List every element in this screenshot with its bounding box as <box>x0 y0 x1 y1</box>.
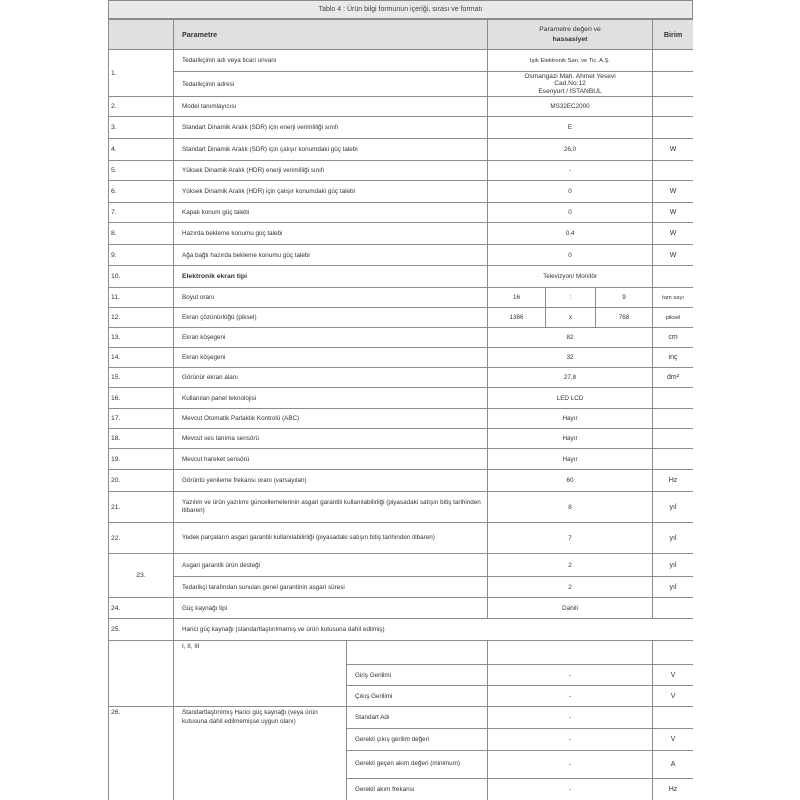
sub-label: Giriş Gerilimi <box>347 665 488 686</box>
row-number: 3. <box>109 117 174 139</box>
row-label: Kullanılan panel teknolojisi <box>174 388 488 409</box>
row-label: Mevcut ses tanıma sensörü <box>174 429 488 449</box>
blank-number-cell <box>109 641 174 707</box>
row-label: Yazılım ve ürün yazılımı güncellemelerinin asgari garantili kullanılabilirliği (piyasadaki satışın bitiş tarihinden itibaren) <box>174 492 488 523</box>
table-row <box>109 368 694 388</box>
row-value: Televizyon/ Monitör <box>488 266 653 288</box>
roman-numerals: I, II, III <box>174 641 347 707</box>
row-number: 18. <box>109 429 174 449</box>
sub-unit: V <box>653 729 693 751</box>
sub-label <box>347 641 488 665</box>
row-label: Model tanımlayıcısı <box>174 97 488 117</box>
row-number: 17. <box>109 409 174 429</box>
table-row <box>109 139 694 161</box>
row-number: 1. <box>109 50 174 97</box>
row-label: Yedek parçaların asgari garantili kullanılabilirliği (piyasadaki satışın bitiş tarihinden itibaren) <box>174 523 488 554</box>
table-row <box>109 470 694 492</box>
table-row <box>109 328 694 348</box>
row-value: 0,4 <box>488 223 653 245</box>
sub-unit: Hz <box>653 779 693 800</box>
row-value: 82 <box>488 328 653 348</box>
row-label: Harici güç kaynağı (standartlaştırılmamış ve ürün kutusuna dahil edilmiş) <box>174 619 694 641</box>
row-value-1: 16 <box>488 288 546 308</box>
table-row <box>109 641 694 665</box>
row-number: 20. <box>109 470 174 492</box>
row-value: 0 <box>488 203 653 223</box>
row-unit: W <box>653 139 693 161</box>
row-unit: W <box>653 181 693 203</box>
row-value: 0 <box>488 245 653 266</box>
row-label: Ekran köşegeni <box>174 348 488 368</box>
row-label: Ekran köşegeni <box>174 328 488 348</box>
row-value: - <box>488 161 653 181</box>
sub-value <box>488 641 653 665</box>
row-value: 8 <box>488 492 653 523</box>
row-unit: yıl <box>653 492 693 523</box>
table-row <box>109 288 694 308</box>
row-unit <box>653 161 693 181</box>
table-row <box>109 245 694 266</box>
row-number: 8. <box>109 223 174 245</box>
row-unit: piksel <box>653 308 693 328</box>
sub-label: Gerekli akım frekansı <box>347 779 488 800</box>
row-value-2: 9 <box>596 288 653 308</box>
row-label: Yüksek Dinamik Aralık (HDR) enerji verimliliği sınıfı <box>174 161 488 181</box>
table-row <box>109 619 694 641</box>
row-number: 11. <box>109 288 174 308</box>
table-row <box>109 348 694 368</box>
table-row <box>109 523 694 554</box>
row-value: 0 <box>488 181 653 203</box>
row-value: 60 <box>488 470 653 492</box>
row-number: 10. <box>109 266 174 288</box>
row-value: 2 <box>488 554 653 577</box>
row-number: 9. <box>109 245 174 266</box>
table-body <box>109 50 694 800</box>
table-row <box>109 72 694 97</box>
row-number: 13. <box>109 328 174 348</box>
row-value-1: 1366 <box>488 308 546 328</box>
row-value-separator: x <box>546 308 596 328</box>
row-value-address <box>488 72 653 97</box>
table-row <box>109 598 694 619</box>
row-number: 16. <box>109 388 174 409</box>
row-number: 14. <box>109 348 174 368</box>
table-row <box>109 181 694 203</box>
row-unit <box>653 388 693 409</box>
row-value: 7 <box>488 523 653 554</box>
row-unit <box>653 97 693 117</box>
row-number: 26. <box>109 707 174 800</box>
row-value: Hayır <box>488 449 653 470</box>
row-unit: W <box>653 203 693 223</box>
row-number: 7. <box>109 203 174 223</box>
header-value <box>488 20 653 50</box>
row-unit <box>653 50 693 72</box>
table-row <box>109 707 694 729</box>
row-value: E <box>488 117 653 139</box>
sub-value: - <box>488 729 653 751</box>
row-label: Güç kaynağı tipi <box>174 598 488 619</box>
row-label: Elektronik ekran tipi <box>174 266 488 288</box>
row-unit <box>653 266 693 288</box>
sub-unit: A <box>653 751 693 779</box>
row-label: Standart Dinamik Aralık (SDR) için çalışır konumdaki güç talebi <box>174 139 488 161</box>
address-line: Osmangazi Mah. Ahmet Yesevi <box>524 72 616 80</box>
row-number: 2. <box>109 97 174 117</box>
row-unit: tam sayı <box>653 288 693 308</box>
row-label: Tedarikçinin adı veya ticari unvanı <box>174 50 488 72</box>
row-unit <box>653 429 693 449</box>
table-caption: Tablo 4 : Ürün bilgi formunun içeriği, sırası ve formatı <box>108 0 693 19</box>
row-number: 19. <box>109 449 174 470</box>
header-unit: Birim <box>653 20 693 50</box>
row-label: Yüksek Dinamik Aralık (HDR) için çalışır konumdaki güç talebi <box>174 181 488 203</box>
table-row <box>109 308 694 328</box>
row-unit <box>653 72 693 97</box>
row-number: 24. <box>109 598 174 619</box>
row-value: LED LCD <box>488 388 653 409</box>
sub-unit: V <box>653 686 693 707</box>
table-row <box>109 388 694 409</box>
sub-label: Çıkış Gerilimi <box>347 686 488 707</box>
row-value-separator: : <box>546 288 596 308</box>
table-row <box>109 97 694 117</box>
row-unit: inç <box>653 348 693 368</box>
sub-unit: V <box>653 665 693 686</box>
address-line: Cad.No:12 <box>554 80 586 88</box>
row-label: Standartlaştırılmış Harici güç kaynağı (veya ürün kutusuna dahil edilmemişse uygun olanı) <box>174 707 347 800</box>
sub-unit <box>653 641 693 665</box>
row-label: Hazırda bekleme konumu güç talebi <box>174 223 488 245</box>
row-unit: W <box>653 223 693 245</box>
sub-value: - <box>488 686 653 707</box>
row-unit: Hz <box>653 470 693 492</box>
row-number: 25. <box>109 619 174 641</box>
row-label: Tedarikçinin adresi <box>174 72 488 97</box>
row-number: 4. <box>109 139 174 161</box>
sub-value: - <box>488 751 653 779</box>
row-unit: W <box>653 245 693 266</box>
table-row <box>109 223 694 245</box>
table-row <box>109 409 694 429</box>
product-info-table <box>108 19 693 800</box>
row-label: Mevcut Otomatik Parlaklık Kontrolü (ABC) <box>174 409 488 429</box>
row-unit <box>653 117 693 139</box>
table-row <box>109 449 694 470</box>
row-label: Ekran çözünürlüğü (piksel) <box>174 308 488 328</box>
row-unit: yıl <box>653 554 693 577</box>
row-value-2: 768 <box>596 308 653 328</box>
header-number-cell <box>109 20 174 50</box>
table-row <box>109 117 694 139</box>
table-row <box>109 161 694 181</box>
row-number: 21. <box>109 492 174 523</box>
row-label: Asgari garantili ürün desteği <box>174 554 488 577</box>
row-number: 22. <box>109 523 174 554</box>
table-header-row <box>109 20 694 50</box>
row-label: Görünür ekran alanı <box>174 368 488 388</box>
row-number: 6. <box>109 181 174 203</box>
address-line: Esenyurt / İSTANBUL <box>538 87 602 95</box>
header-value-line1: Parametre değeri ve <box>539 25 601 33</box>
row-unit <box>653 409 693 429</box>
table-row <box>109 50 694 72</box>
row-value: 26,0 <box>488 139 653 161</box>
table-row <box>109 203 694 223</box>
row-label: Kapalı konum güç talebi <box>174 203 488 223</box>
table-row <box>109 429 694 449</box>
row-number: 15. <box>109 368 174 388</box>
header-value-line2: hassasiyet <box>552 35 588 43</box>
row-unit <box>653 449 693 470</box>
row-unit <box>653 598 693 619</box>
sub-label: Standart Adı <box>347 707 488 729</box>
row-value: MS32EC2000 <box>488 97 653 117</box>
header-parameter: Parametre <box>174 20 488 50</box>
row-value: 27,8 <box>488 368 653 388</box>
row-value: Işık Elektronik San. ve Tic. A.Ş. <box>488 50 653 72</box>
sub-label: Gerekli geçen akım değeri (minimum) <box>347 751 488 779</box>
row-label: Tedarikçi tarafından sunulan genel garantinin asgari süresi <box>174 577 488 598</box>
table-row <box>109 554 694 577</box>
sub-value: - <box>488 707 653 729</box>
sub-unit <box>653 707 693 729</box>
row-label: Standart Dinamik Aralık (SDR) için enerji verimliliği sınıfı <box>174 117 488 139</box>
row-label: Boyut oranı <box>174 288 488 308</box>
row-label: Ağa bağlı hazırda bekleme konumu güç talebi <box>174 245 488 266</box>
row-unit: dm² <box>653 368 693 388</box>
sub-value: - <box>488 665 653 686</box>
row-number: 12. <box>109 308 174 328</box>
product-info-document <box>108 0 693 800</box>
row-unit: yıl <box>653 523 693 554</box>
row-value: Dahili <box>488 598 653 619</box>
sub-label: Gerekli çıkış gerilim değeri <box>347 729 488 751</box>
table-row <box>109 577 694 598</box>
row-value: Hayır <box>488 429 653 449</box>
row-number: 5. <box>109 161 174 181</box>
row-value: Hayır <box>488 409 653 429</box>
table-row <box>109 266 694 288</box>
row-label: Mevcut hareket sensörü <box>174 449 488 470</box>
table-row <box>109 492 694 523</box>
row-unit: cm <box>653 328 693 348</box>
row-value: 32 <box>488 348 653 368</box>
sub-value: - <box>488 779 653 800</box>
row-value: 2 <box>488 577 653 598</box>
row-label: Görüntü yenileme frekansı oranı (varsayılan) <box>174 470 488 492</box>
row-unit: yıl <box>653 577 693 598</box>
row-number: 23. <box>109 554 174 598</box>
